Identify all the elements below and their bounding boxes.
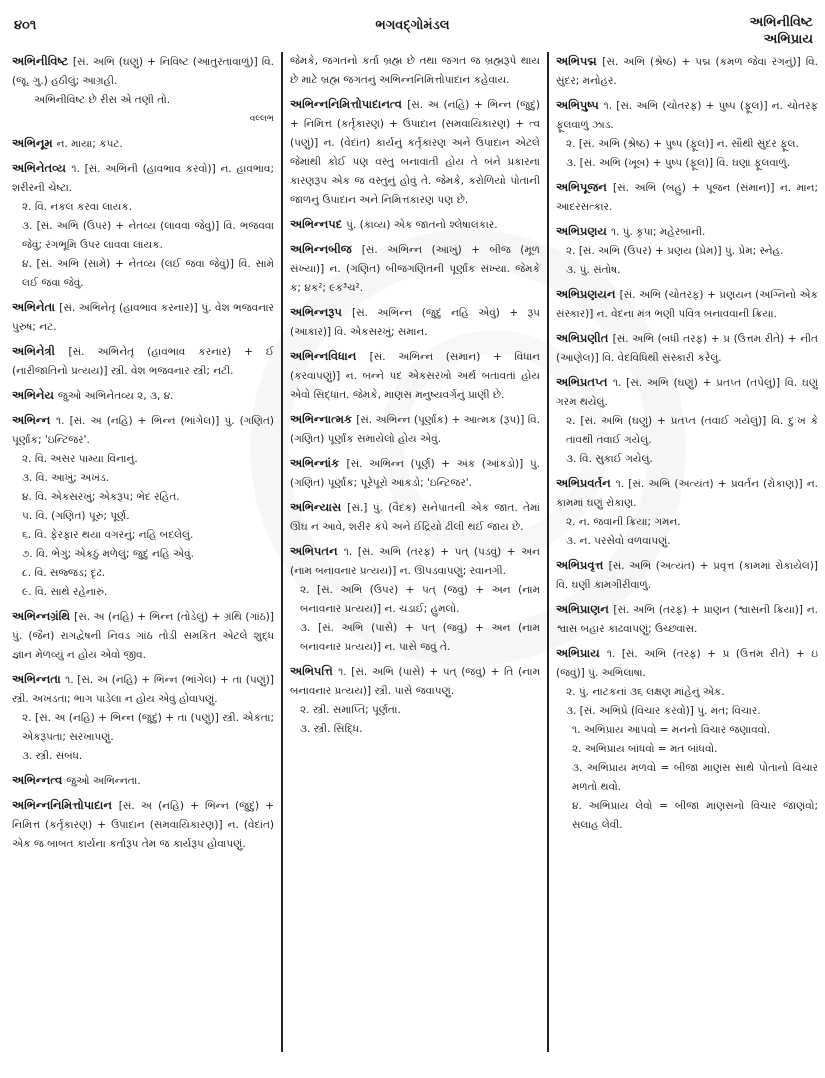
entry-idiom: ૧. અભિપ્રાય આપવો = મનનો વિચાર જણાવવો. (572, 724, 771, 736)
entry-sense: ૨. [સં. અભિ (શ્રેષ્ઠ) + પુષ્પ (ફૂલ)] ન. સૌથી સુંદર ફૂલ. (566, 138, 799, 150)
entry-headword: અભિનેતા (12, 300, 60, 314)
entry-headword: અભિપુષ્પ (556, 98, 604, 112)
dictionary-entry (556, 222, 818, 280)
dictionary-entry (556, 556, 818, 595)
entry-sense: ૬. વિ. ફેરફાર થયા વગરનું; નહિ બદલેલું. (22, 529, 194, 541)
entry-definition: ૧. પું. કૃપા; મહેરબાની. (610, 226, 706, 238)
entry-headword: અભિપ્રણયન (556, 287, 620, 301)
dictionary-entry (290, 454, 540, 493)
entry-definition: જેમકે, જગતનો કર્તા બ્રહ્મ છે તથા જગત જ બ્રહ્મરૂપે થાય છે માટે બ્રહ્મ જગતનું અભિન્નનિમિત્તોપાદાન કહેવાય. (290, 55, 540, 86)
dictionary-entry (290, 215, 540, 235)
dictionary-entry (556, 285, 818, 324)
entry-headword: અભિનૂમ (12, 136, 57, 150)
dictionary-entry (12, 342, 274, 381)
dictionary-entry (12, 386, 274, 406)
entry-definition: [સં. અભિ (બહુ) + પૂજન (સંમાન)] ન. માન; આદરસત્કાર. (556, 182, 818, 213)
entry-sense: ૨. [સં. અભિ (ઉપર) + પ્રણય (પ્રેમ)] પું. પ્રેમ; સ્નેહ. (566, 245, 784, 257)
dictionary-entry (12, 771, 274, 791)
entry-headword: અભિન્નનિમિત્તોપાદાનત્વ (290, 97, 408, 111)
dictionary-entry (290, 662, 540, 739)
column-right (556, 52, 818, 1052)
entry-headword: અભિપ્રતપ્ત (556, 375, 613, 389)
entry-headword: અભિપ્રવર્તન (556, 476, 616, 490)
entry-sense: ૮. વિ. સજ્જડ; દૃઢ. (22, 567, 106, 579)
entry-definition: [સં. અભિનેતૃ (હાવભાવ કરનાર) + ઈ (નારીજાતિનો પ્રત્યય)] સ્ત્રી. વેશ ભજવનાર સ્ત્રી; નટી. (12, 346, 274, 377)
entry-sense: ૩. ન. પરસેવો વળવાપણું. (566, 535, 671, 547)
dictionary-entry (556, 178, 818, 217)
entry-definition: ૧. [સં. અભિ (ચોતરફ) + પુષ્પ (ફૂલ)] ન. ચોતરફ ફૂલવાળું ઝાડ. (556, 100, 818, 131)
entry-idiom: ૪. અભિપ્રાય લેવો = બીજા માણસનો વિચાર જાણવો; સલાહ લેવી. (572, 800, 818, 831)
dictionary-entry (12, 607, 274, 665)
entry-definition: [સં. અભિન્ન (સમાન) + વિધાન (કરવાપણું)] ન. બન્ને પદ એકસરખો અર્થ બતાવતાં હોય એવો સિદ્ધાંત. જેમકે, માણસ મનુષ્યવર્ગનું પ્રાણી છે. (290, 351, 540, 401)
entry-sense: ૯. વિ. સાથે રહેનારું. (22, 586, 108, 598)
dictionary-entry (556, 600, 818, 639)
entry-definition: ૧. [સં. અભિ (તરફ) + પત્ (પડવું) + અન (નામ બનાવનાર પ્રત્યય)] ન. ઊપડવાપણું; રવાનગી. (290, 546, 540, 577)
entry-sense: ૭. વિ. ભેગું; એકઠું મળેલું; જુદું નહિ એવું. (22, 548, 194, 560)
page-header (0, 8, 825, 50)
dictionary-entry (556, 96, 818, 173)
dictionary-entry (290, 95, 540, 210)
entry-sense: ૨. વિ. નકલ કરવા લાયક. (22, 201, 133, 213)
entry-sense: ૩. [સં. અભિ (ખૂબ) + પુષ્પ (ફૂલ)] વિ. ઘણાં ફૂલવાળું. (566, 157, 791, 169)
entry-definition: ૧. [સં. અભિ (પાસે) + પત્ (જવું) + તિ (નામ બનાવનાર પ્રત્યય)] સ્ત્રી. પાસે જવાપણું. (290, 666, 540, 697)
entry-headword: અભિન્નનિમિત્તોપાદાન (12, 798, 119, 812)
entry-headword: અભિપ્રવૃત્ત (556, 558, 609, 572)
entry-definition: [સં. અભિન્ન (પૂર્ણાંક) + આત્મક (રૂપ)] વિ. (ગણિત) પૂર્ણાંક સમાયેલો હોય એવું. (290, 414, 540, 445)
entry-headword: અભિપ્રાણન (556, 602, 614, 616)
entry-headword: અભિન્નવિધાન (290, 349, 370, 363)
entry-headword: અભિનેય (12, 388, 58, 402)
guide-words (750, 14, 813, 48)
entry-definition: ન. માયા; કપટ. (56, 138, 123, 150)
dictionary-columns (0, 52, 825, 1068)
entry-idiom: ૨. અભિપ્રાય બાંધવો = મત બાંધવો. (572, 743, 718, 755)
entry-sense: ૪. વિ. એકસરખું; એકરૂપ; ભેદ રહિત. (22, 491, 180, 503)
entry-headword: અભિનીવિષ્ટ (12, 54, 73, 68)
entry-headword: અભિપ્રણય (556, 224, 611, 238)
entry-sense: ૨. સ્ત્રી. સમાપ્તિ; પૂર્ણતા. (300, 704, 401, 716)
page-number: ૪૦૧ (14, 18, 37, 33)
entry-definition: [સં. અભિ (તરફ) + પ્રાણન (શ્વાસની ક્રિયા)] ન. શ્વાસ બહાર કાઢવાપણું; ઉચ્છ્વાસ. (556, 604, 818, 635)
running-title: ભગવદ્ગોમંડલ (375, 18, 450, 33)
entry-headword: અભિપતન (290, 544, 344, 558)
entry-sense: ૨. [સં. અ (નહિ) + ભિન્ન (જુદું) + તા (પણું)] સ્ત્રી. એકતા; એકરૂપતા; સરખાપણું. (22, 712, 274, 743)
entry-definition: [સં. અભિ (અત્યંત) + પ્રવૃત્ત (કામમાં રોકાયેલ)] વિ. ઘણી કામગીરીવાળું. (556, 560, 818, 591)
entry-sense: ૨. [સં. અભિ (ઘણું) + પ્રતપ્ત (તવાઈ ગયેલું)] વિ. દુઃખ કે તાવથી તવાઈ ગયેલું. (566, 415, 818, 446)
entry-definition: [સં.] પું. (વૈદક) સનેપાતની એક જાત. તેમાં ઊંઘ ન આવે, શરીર કંપે અને ઈંદ્રિયો ઢીલી થઈ જાય છે. (290, 502, 540, 533)
entry-headword: અભિન્નબીજ (290, 242, 362, 256)
quote-attribution: વલ્લભ (249, 114, 274, 124)
dictionary-entry (556, 474, 818, 551)
entry-quote: અભિનીવિષ્ટ છે રીસ એ તણી તો. (34, 94, 171, 106)
entry-headword: અભિપૂજન (556, 180, 614, 194)
dictionary-entry (12, 298, 274, 337)
entry-headword: અભિન્નત્વ (12, 773, 67, 787)
entry-headword: અભિન્નપદ (290, 217, 347, 231)
entry-definition: ૧. [સં. અભિ (અત્યંત) + પ્રવર્તન (રોકાણ)] ન. કામમાં ઘણું રોકાણ. (556, 478, 818, 509)
entry-headword: અભિન્યાસ (290, 500, 348, 514)
dictionary-entry (556, 644, 818, 835)
entry-sense: ૨. ન. જવાની ક્રિયા; ગમન. (566, 516, 681, 528)
dictionary-entry (12, 670, 274, 766)
entry-headword: અભિનેત્રી (12, 344, 69, 358)
dictionary-entry (12, 134, 274, 154)
dictionary-entry (556, 329, 818, 368)
entry-sense: ૩. [સં. અભિ (ઉપર) + નેતવ્ય (લાવવા જેવું)] વિ. ભજવવા જેવું; રંગભૂમિ ઉપર લાવવા લાયક. (22, 220, 274, 251)
entry-headword: અભિન્નાત્મક (290, 412, 357, 426)
dictionary-entry (12, 52, 274, 129)
entry-sense: ૨. વિ. અસર પામ્યા વિનાનું. (22, 453, 138, 465)
entry-definition: [સં. અભિન્ન (પૂર્ણ) + અંક (આંકડો)] પું. (ગણિત) પૂર્ણાંક; પૂરેપૂરો આંકડો; 'ઇન્ટિજર'. (290, 458, 540, 489)
column-divider (281, 52, 283, 1052)
dictionary-entry (556, 52, 818, 91)
entry-definition: ૧. [સં. અભિ (ઘણું) + પ્રતપ્ત (તપેલું)] વિ. ઘણું ગરમ થયેલું. (556, 377, 818, 408)
entry-headword: અભિન્નતા (12, 672, 66, 686)
entry-definition: [સં. અભિન્ન (જુદું નહિ એવું) + રૂપ (આકાર)] વિ. એકસરખું; સમાન. (290, 307, 540, 338)
entry-definition: [સં. અભિ (ચોતરફ) + પ્રણયન (અગ્નિનો એક સંસ્કાર)] ન. વેદના મંત્ર ભણી પવિત્ર બનાવવાની ક્રિયા. (556, 289, 818, 320)
entry-sense: ૫. વિ. (ગણિત) પૂરું; પૂર્ણ. (22, 510, 130, 522)
guide-word-last: અભિપ્રાય (763, 32, 813, 47)
entry-definition: [સં. અ (નહિ) + ભિન્ન (જુદું) + નિમિત્ત (કર્તૃકારણ) + ઉપાદાન (સમવાયિકારણ) + ત્વ (પણું)] ન. (વેદાંત) કાર્યનું કર્તૃકારણ અને ઉપાદાન એટલે જેમાંથી કોઈ પણ વસ્તુ બનાવાતી હોય તે બંને પ્રકારના કારણરૂપ એક જ વસ્તુનું હોવું તે. જેમકે, કરોળિયો પોતાની જાળનું ઉપાદાન અને નિમિત્તકારણ પણ છે. (290, 99, 540, 206)
entry-sense: ૩. [સં. અભિ (પાસે) + પત્ (જવું) + અન (નામ બનાવનાર પ્રત્યય)] ન. પાસે જવું તે. (300, 622, 540, 653)
entry-headword: અભિન્ન (12, 413, 57, 427)
entry-headword: અભિપદ્મ (556, 54, 603, 68)
dictionary-entry (290, 542, 540, 657)
entry-headword: અભિપ્રાય (556, 646, 607, 660)
entry-definition: [સં. અભિન્ન (આખું) + બીજ (મૂળ સંખ્યા)] ન. (ગણિત) બીજગણિતની પૂર્ણાંક સંખ્યા. જેમકે ક; ૪ક²; ૯ક³ચ². (290, 244, 540, 294)
entry-definition: ૧. [સં. અભિ (તરફ) + પ્ર (ઉત્તમ રીતે) + ઇ (જવું)] પું. અભિલાષા. (556, 648, 818, 679)
entry-definition: જુઓ અભિન્નતા. (66, 775, 141, 787)
entry-definition: [સં. અ (નહિ) + ભિન્ન (તોડેલું) + ગ્રંથિ (ગાંઠ)] પું. (જૈન) રાગદ્વેષની નિવડ ગાંઠ તોડી સમકિત એટલે શુદ્ધ જ્ઞાન મેળવ્યું ન હોય એવો જીવ. (12, 611, 274, 661)
dictionary-entry (556, 373, 818, 469)
dictionary-entry (12, 411, 274, 602)
entry-headword: અભિન્નરૂપ (290, 305, 352, 319)
entry-sense: ૨. પું. નાટકનાં ૩૬ લક્ષણ માંહેનું એક. (566, 686, 725, 698)
entry-definition: જુઓ અભિનેતવ્ય ૨, ૩, ૪. (57, 390, 174, 402)
entry-definition: ૧. [સં. અભિની (હાવભાવ કરવો)] ન. હાવભાવ; શરીરની ચેષ્ટા. (12, 163, 274, 194)
entry-sense: ૩. પું. સંતોષ. (566, 264, 621, 276)
entry-headword: અભિન્નગ્રંથિ (12, 609, 75, 623)
entry-sense: ૩. [સં. અભિપ્રે (વિચાર કરવો)] પું. મત; વિચાર. (566, 705, 761, 717)
entry-definition: ૧. [સં. અ (નહિ) + ભિન્ન (ભાંગેલ) + તા (પણું)] સ્ત્રી. અખંડતા; ભાગ પાડેલા ન હોય એવું હોવાપણું. (12, 674, 274, 705)
entry-idiom: ૩. અભિપ્રાય મળવો = બીજા માણસ સાથે પોતાનો વિચાર મળતો થવો. (572, 762, 818, 793)
entry-definition: [સં. અભિ (ઘણું) + નિવિષ્ટ (આતુરતાવાળું)] વિ. (જૂ. ગુ.) હઠીલું; આગ્રહી. (12, 56, 274, 87)
entry-sense: ૩. વિ. આખું; અખંડ. (22, 472, 109, 484)
entry-definition: [સં. અભિ (બધી તરફ) + પ્ર (ઉત્તમ રીતે) + નીત (આણેલ)] વિ. વેદવિધિથી સંસ્કારી કરેલું. (556, 333, 818, 364)
dictionary-entry (290, 240, 540, 298)
entry-sense: ૩. સ્ત્રી. સિદ્ધિ. (300, 723, 363, 735)
entry-sense: ૪. [સં. અભિ (સામે) + નેતવ્ય (લઈ જવા જેવું)] વિ. સામે લઈ જવા જેવું. (22, 258, 274, 289)
column-middle (290, 52, 540, 1052)
column-divider (547, 52, 549, 1052)
dictionary-entry (290, 303, 540, 342)
entry-headword: અભિપત્તિ (290, 664, 339, 678)
guide-word-first: અભિનીવિષ્ટ (749, 15, 813, 30)
dictionary-entry (290, 52, 540, 90)
dictionary-entry (290, 410, 540, 449)
entry-definition: ૧. [સં. અ (નહિ) + ભિન્ન (ભાંગેલ)] પું. (ગણિત) પૂર્ણાંક; 'ઇન્ટિજર'. (12, 415, 274, 446)
dictionary-entry (12, 159, 274, 293)
entry-headword: અભિપ્રણીત (556, 331, 613, 345)
dictionary-entry (12, 796, 274, 854)
column-left (12, 52, 274, 1052)
entry-sense: ૩. વિ. સુકાઈ ગયેલું. (566, 453, 653, 465)
dictionary-entry (290, 498, 540, 537)
entry-definition: [સં. અભિનેતૃ (હાવભાવ કરનાર)] પું. વેશ ભજવનાર પુરુષ; નટ. (12, 302, 274, 333)
entry-definition: [સં. અ (નહિ) + ભિન્ન (જુદું) + નિમિત્ત (કર્તૃકારણ) + ઉપાદાન (સમવાયિકારણ)] ન. (વેદાંત) એક જ બાબત કાર્યના કર્તારૂપ તેમ જ કાર્યરૂપ હોવાપણું. (12, 800, 274, 850)
dictionary-entry (290, 347, 540, 405)
entry-headword: અભિન્નાંક (290, 456, 347, 470)
entry-sense: ૩. સ્ત્રી. સંબંધ. (22, 750, 83, 762)
entry-headword: અભિનેતવ્ય (12, 161, 72, 175)
entry-sense: ૨. [સં. અભિ (ઉપર) + પત્ (જવું) + અન (નામ બનાવનાર પ્રત્યય)] ન. ચડાઈ; હુમલો. (300, 584, 540, 615)
entry-definition: [સં. અભિ (શ્રેષ્ઠ) + પદ્મ (કમળ જેવા રંગનું)] વિ. સુંદર; મનોહર. (556, 56, 818, 87)
entry-definition: પું. (કાવ્ય) એક જાતનો શ્લેષાલંકાર. (346, 219, 498, 231)
